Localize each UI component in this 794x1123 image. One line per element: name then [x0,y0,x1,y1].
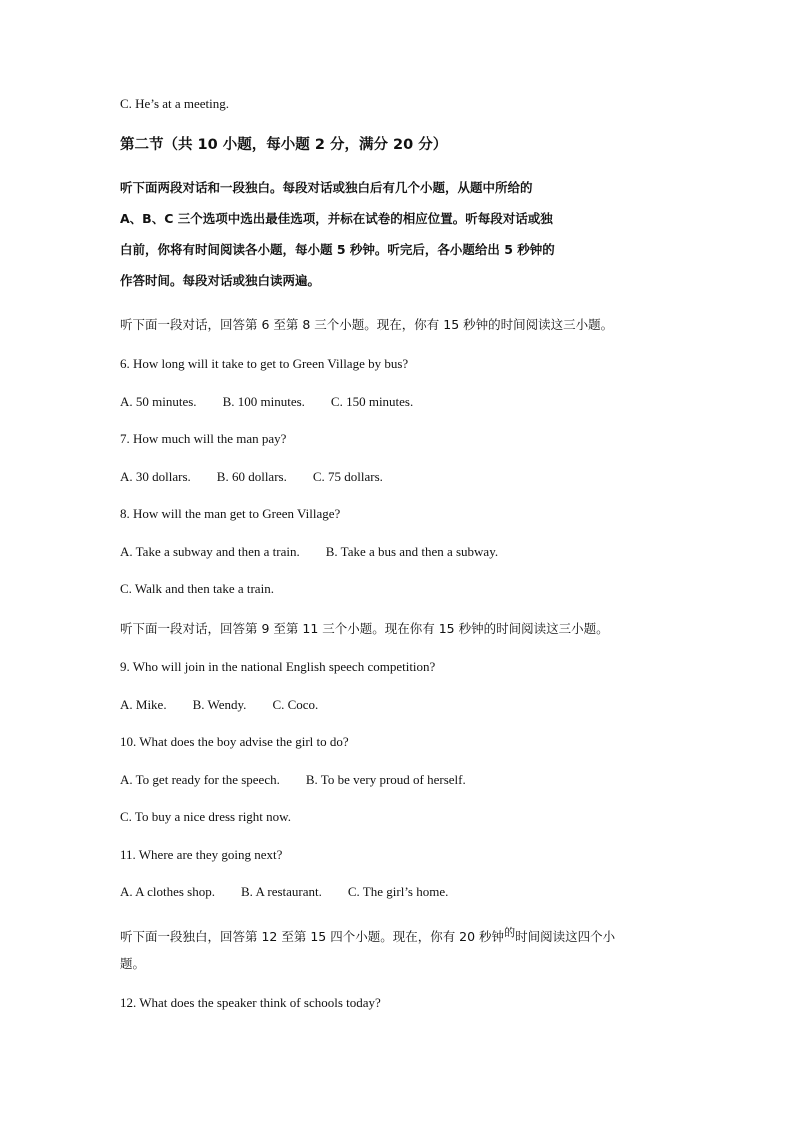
q5-option-c: C. He’s at a meeting. [120,96,230,111]
instructions-line-2: A、B、C 三个选项中选出最佳选项，并标在试卷的相应位置。听每段对话或独 [120,211,553,226]
instructions [120,172,680,296]
monologue-note-line-2: 题。 [120,956,146,971]
q7-option-c: C. 75 dollars. [312,469,383,484]
instructions-line-4: 作答时间。每段对话或独白读两遍。 [120,273,321,288]
monologue-note-part-2: 时间阅读这四个小 [515,929,616,944]
question-9: 9. Who will join in the national English speech competition? [120,659,436,674]
dialog1-note: 听下面一段对话，回答第 6 至第 8 三个小题。现在，你有 15 秒钟的时间阅读这三小题。 [120,317,614,332]
q8-option-c: C. Walk and then take a train. [120,581,274,596]
section-heading: 第二节（共 10 小题，每小题 2 分，满分 20 分） [120,137,448,153]
q11-option-c: C. The girl’s home. [347,884,449,899]
monologue-note [120,928,615,947]
instructions-line-3: 白前，你将有时间阅读各小题，每小题 5 秒钟。听完后，各小题给出 5 秒钟的 [120,242,555,257]
q11-option-b: B. A restaurant. [240,884,322,899]
q6-option-a: A. 50 minutes. [120,394,197,409]
q7-option-a: A. 30 dollars. [120,469,191,484]
question-12: 12. What does the speaker think of schools today? [120,995,381,1010]
q11-option-a: A. A clothes shop. [120,884,215,899]
q10-option-c: C. To buy a nice dress right now. [120,809,291,824]
question-11-options [120,883,448,901]
q9-option-b: B. Wendy. [192,697,247,712]
q9-option-a: A. Mike. [120,697,167,712]
question-10: 10. What does the boy advise the girl to do? [120,734,349,749]
q10-option-b: B. To be very proud of herself. [305,772,466,787]
q10-option-a: A. To get ready for the speech. [120,772,280,787]
q8-option-a: A. Take a subway and then a train. [120,544,300,559]
q6-option-c: C. 150 minutes. [330,394,414,409]
instructions-line-1: 听下面两段对话和一段独白。每段对话或独白后有几个小题，从题中所给的 [120,180,533,195]
question-10-options [120,771,466,789]
question-8-options [120,543,498,561]
monologue-note-part-1: 听下面一段独白，回答第 12 至第 15 四个小题。现在，你有 20 秒钟 [120,929,505,944]
dialog2-note: 听下面一段对话，回答第 9 至第 11 三个小题。现在你有 15 秒钟的时间阅读这三小题。 [120,621,609,636]
question-6: 6. How long will it take to get to Green Village by bus? [120,356,409,371]
monologue-note-superscript: 的 [504,926,516,939]
q6-option-b: B. 100 minutes. [222,394,305,409]
q8-option-b: B. Take a bus and then a subway. [325,544,499,559]
question-9-options [120,696,318,714]
question-11: 11. Where are they going next? [120,847,283,862]
question-7: 7. How much will the man pay? [120,431,287,446]
question-8: 8. How will the man get to Green Village? [120,506,341,521]
question-6-options [120,393,413,411]
question-7-options [120,468,383,486]
q9-option-c: C. Coco. [272,697,319,712]
q7-option-b: B. 60 dollars. [216,469,287,484]
